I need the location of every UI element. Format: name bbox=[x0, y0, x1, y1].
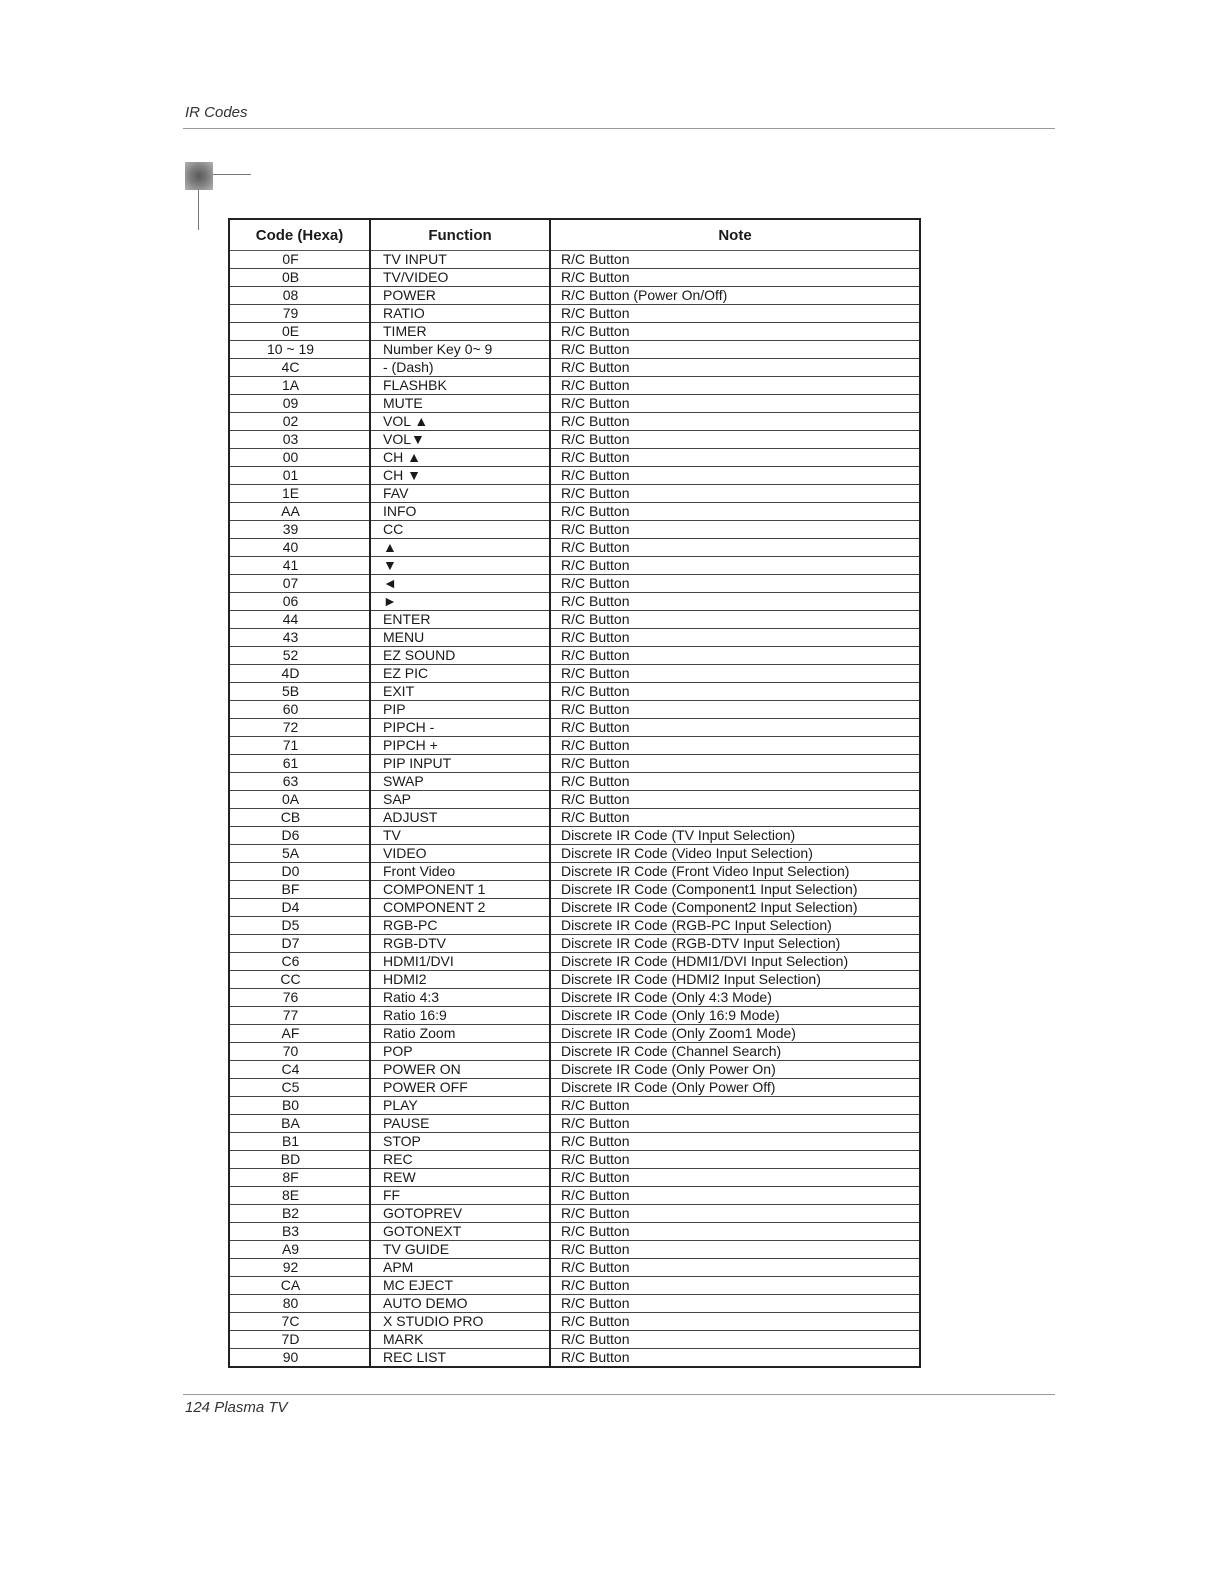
table-row bbox=[229, 1115, 920, 1133]
table-row bbox=[229, 719, 920, 737]
table-row bbox=[229, 287, 920, 305]
function-cell: X STUDIO PRO bbox=[370, 1313, 550, 1331]
table-row bbox=[229, 359, 920, 377]
function-cell: HDMI2 bbox=[370, 971, 550, 989]
code-cell: 5A bbox=[229, 845, 370, 863]
code-cell: D0 bbox=[229, 863, 370, 881]
function-cell: APM bbox=[370, 1259, 550, 1277]
note-cell: R/C Button bbox=[550, 1151, 920, 1169]
table-row bbox=[229, 611, 920, 629]
code-cell: B0 bbox=[229, 1097, 370, 1115]
note-cell: R/C Button bbox=[550, 575, 920, 593]
code-cell: 4D bbox=[229, 665, 370, 683]
code-cell: 79 bbox=[229, 305, 370, 323]
note-cell: Discrete IR Code (RGB-DTV Input Selection) bbox=[550, 935, 920, 953]
table-row bbox=[229, 1277, 920, 1295]
table-header-row bbox=[229, 219, 920, 251]
function-cell: CH ▲ bbox=[370, 449, 550, 467]
note-cell: R/C Button bbox=[550, 737, 920, 755]
note-cell: R/C Button bbox=[550, 1331, 920, 1349]
code-cell: 63 bbox=[229, 773, 370, 791]
table-row bbox=[229, 989, 920, 1007]
code-cell: 90 bbox=[229, 1349, 370, 1368]
table-row bbox=[229, 647, 920, 665]
code-cell: 52 bbox=[229, 647, 370, 665]
note-cell: R/C Button bbox=[550, 1349, 920, 1368]
table-row bbox=[229, 935, 920, 953]
note-cell: Discrete IR Code (Front Video Input Selection) bbox=[550, 863, 920, 881]
table-row bbox=[229, 1295, 920, 1313]
table-row bbox=[229, 305, 920, 323]
note-cell: Discrete IR Code (Component1 Input Selection) bbox=[550, 881, 920, 899]
function-cell: Front Video bbox=[370, 863, 550, 881]
function-cell: PIPCH + bbox=[370, 737, 550, 755]
code-cell: AA bbox=[229, 503, 370, 521]
table-row bbox=[229, 323, 920, 341]
function-cell: TIMER bbox=[370, 323, 550, 341]
function-cell: MUTE bbox=[370, 395, 550, 413]
code-cell: C4 bbox=[229, 1061, 370, 1079]
function-cell: VIDEO bbox=[370, 845, 550, 863]
note-cell: R/C Button bbox=[550, 809, 920, 827]
function-cell: COMPONENT 1 bbox=[370, 881, 550, 899]
function-cell: GOTONEXT bbox=[370, 1223, 550, 1241]
code-cell: B1 bbox=[229, 1133, 370, 1151]
function-cell: GOTOPREV bbox=[370, 1205, 550, 1223]
function-cell: COMPONENT 2 bbox=[370, 899, 550, 917]
code-cell: 41 bbox=[229, 557, 370, 575]
function-cell: MENU bbox=[370, 629, 550, 647]
function-cell: CC bbox=[370, 521, 550, 539]
code-cell: 8E bbox=[229, 1187, 370, 1205]
note-cell: R/C Button bbox=[550, 1205, 920, 1223]
code-cell: 06 bbox=[229, 593, 370, 611]
table-row bbox=[229, 1151, 920, 1169]
code-cell: 4C bbox=[229, 359, 370, 377]
note-cell: R/C Button bbox=[550, 1295, 920, 1313]
note-cell: R/C Button bbox=[550, 395, 920, 413]
column-header-note: Note bbox=[550, 219, 920, 251]
note-cell: R/C Button bbox=[550, 485, 920, 503]
section-title: IR Codes bbox=[185, 104, 248, 121]
function-cell: TV GUIDE bbox=[370, 1241, 550, 1259]
note-cell: R/C Button bbox=[550, 1187, 920, 1205]
code-cell: 8F bbox=[229, 1169, 370, 1187]
function-cell: ADJUST bbox=[370, 809, 550, 827]
note-cell: R/C Button bbox=[550, 521, 920, 539]
table-row bbox=[229, 1313, 920, 1331]
table-row bbox=[229, 557, 920, 575]
table-row bbox=[229, 269, 920, 287]
function-cell: VOL ▲ bbox=[370, 413, 550, 431]
code-cell: 0B bbox=[229, 269, 370, 287]
note-cell: R/C Button bbox=[550, 251, 920, 269]
function-cell: ENTER bbox=[370, 611, 550, 629]
function-cell: RATIO bbox=[370, 305, 550, 323]
table-row bbox=[229, 1349, 920, 1368]
table-row bbox=[229, 431, 920, 449]
code-cell: 77 bbox=[229, 1007, 370, 1025]
function-cell: PIP INPUT bbox=[370, 755, 550, 773]
note-cell: R/C Button bbox=[550, 1223, 920, 1241]
note-cell: R/C Button bbox=[550, 377, 920, 395]
code-cell: 0E bbox=[229, 323, 370, 341]
code-cell: B2 bbox=[229, 1205, 370, 1223]
note-cell: R/C Button bbox=[550, 611, 920, 629]
header-divider bbox=[183, 128, 1055, 129]
function-cell: RGB-DTV bbox=[370, 935, 550, 953]
function-cell: AUTO DEMO bbox=[370, 1295, 550, 1313]
note-cell: R/C Button bbox=[550, 539, 920, 557]
function-cell: INFO bbox=[370, 503, 550, 521]
function-cell: SWAP bbox=[370, 773, 550, 791]
note-cell: R/C Button bbox=[550, 701, 920, 719]
table-row bbox=[229, 1007, 920, 1025]
function-cell: EZ PIC bbox=[370, 665, 550, 683]
code-cell: 03 bbox=[229, 431, 370, 449]
code-cell: D4 bbox=[229, 899, 370, 917]
function-cell: POWER OFF bbox=[370, 1079, 550, 1097]
note-cell: Discrete IR Code (Channel Search) bbox=[550, 1043, 920, 1061]
function-cell: EZ SOUND bbox=[370, 647, 550, 665]
note-cell: R/C Button bbox=[550, 431, 920, 449]
note-cell: Discrete IR Code (HDMI1/DVI Input Selection) bbox=[550, 953, 920, 971]
table-row bbox=[229, 755, 920, 773]
table-row bbox=[229, 863, 920, 881]
column-header-function: Function bbox=[370, 219, 550, 251]
table-row bbox=[229, 791, 920, 809]
table-row bbox=[229, 449, 920, 467]
code-cell: 09 bbox=[229, 395, 370, 413]
table-row bbox=[229, 1259, 920, 1277]
marker-connector-vertical bbox=[198, 190, 199, 230]
code-cell: CB bbox=[229, 809, 370, 827]
function-cell: Ratio Zoom bbox=[370, 1025, 550, 1043]
function-cell: MC EJECT bbox=[370, 1277, 550, 1295]
note-cell: R/C Button bbox=[550, 647, 920, 665]
function-cell: VOL▼ bbox=[370, 431, 550, 449]
note-cell: R/C Button (Power On/Off) bbox=[550, 287, 920, 305]
table-row bbox=[229, 737, 920, 755]
note-cell: R/C Button bbox=[550, 557, 920, 575]
note-cell: R/C Button bbox=[550, 593, 920, 611]
note-cell: R/C Button bbox=[550, 449, 920, 467]
table-row bbox=[229, 413, 920, 431]
table-row bbox=[229, 395, 920, 413]
table-row bbox=[229, 251, 920, 269]
code-cell: 70 bbox=[229, 1043, 370, 1061]
code-cell: 1A bbox=[229, 377, 370, 395]
note-cell: Discrete IR Code (Video Input Selection) bbox=[550, 845, 920, 863]
table-row bbox=[229, 701, 920, 719]
code-cell: 61 bbox=[229, 755, 370, 773]
function-cell: POWER bbox=[370, 287, 550, 305]
function-cell: POWER ON bbox=[370, 1061, 550, 1079]
code-cell: 08 bbox=[229, 287, 370, 305]
note-cell: R/C Button bbox=[550, 1097, 920, 1115]
function-cell: - (Dash) bbox=[370, 359, 550, 377]
column-header-code: Code (Hexa) bbox=[229, 219, 370, 251]
table-row bbox=[229, 917, 920, 935]
note-cell: Discrete IR Code (Only Power On) bbox=[550, 1061, 920, 1079]
function-cell: ◄ bbox=[370, 575, 550, 593]
note-cell: R/C Button bbox=[550, 665, 920, 683]
table-row bbox=[229, 665, 920, 683]
code-cell: 00 bbox=[229, 449, 370, 467]
note-cell: R/C Button bbox=[550, 683, 920, 701]
function-cell: ▲ bbox=[370, 539, 550, 557]
note-cell: R/C Button bbox=[550, 413, 920, 431]
table-row bbox=[229, 773, 920, 791]
code-cell: C5 bbox=[229, 1079, 370, 1097]
code-cell: CA bbox=[229, 1277, 370, 1295]
code-cell: 7D bbox=[229, 1331, 370, 1349]
note-cell: Discrete IR Code (RGB-PC Input Selection) bbox=[550, 917, 920, 935]
note-cell: R/C Button bbox=[550, 773, 920, 791]
table-row bbox=[229, 809, 920, 827]
table-row bbox=[229, 1097, 920, 1115]
function-cell: STOP bbox=[370, 1133, 550, 1151]
function-cell: Ratio 4:3 bbox=[370, 989, 550, 1007]
code-cell: 44 bbox=[229, 611, 370, 629]
function-cell: TV bbox=[370, 827, 550, 845]
function-cell: FF bbox=[370, 1187, 550, 1205]
function-cell: REC LIST bbox=[370, 1349, 550, 1368]
function-cell: SAP bbox=[370, 791, 550, 809]
note-cell: R/C Button bbox=[550, 305, 920, 323]
function-cell: PIP bbox=[370, 701, 550, 719]
function-cell: REC bbox=[370, 1151, 550, 1169]
table-row bbox=[229, 503, 920, 521]
table-row bbox=[229, 1169, 920, 1187]
code-cell: 72 bbox=[229, 719, 370, 737]
note-cell: R/C Button bbox=[550, 359, 920, 377]
function-cell: ► bbox=[370, 593, 550, 611]
code-cell: 02 bbox=[229, 413, 370, 431]
note-cell: Discrete IR Code (Only Power Off) bbox=[550, 1079, 920, 1097]
table-row bbox=[229, 1187, 920, 1205]
code-cell: D5 bbox=[229, 917, 370, 935]
function-cell: RGB-PC bbox=[370, 917, 550, 935]
function-cell: MARK bbox=[370, 1331, 550, 1349]
table-row bbox=[229, 827, 920, 845]
note-cell: R/C Button bbox=[550, 755, 920, 773]
code-cell: BA bbox=[229, 1115, 370, 1133]
footer-divider bbox=[183, 1394, 1055, 1395]
code-cell: 5B bbox=[229, 683, 370, 701]
note-cell: Discrete IR Code (Only Zoom1 Mode) bbox=[550, 1025, 920, 1043]
code-cell: 71 bbox=[229, 737, 370, 755]
code-cell: 92 bbox=[229, 1259, 370, 1277]
page-footer: 124 Plasma TV bbox=[185, 1399, 288, 1416]
code-cell: 39 bbox=[229, 521, 370, 539]
section-marker-icon bbox=[185, 162, 213, 190]
table-row bbox=[229, 629, 920, 647]
table-row bbox=[229, 1025, 920, 1043]
code-cell: 7C bbox=[229, 1313, 370, 1331]
function-cell: Number Key 0~ 9 bbox=[370, 341, 550, 359]
table-row bbox=[229, 1061, 920, 1079]
note-cell: R/C Button bbox=[550, 503, 920, 521]
note-cell: R/C Button bbox=[550, 1169, 920, 1187]
table-row bbox=[229, 1043, 920, 1061]
table-row bbox=[229, 1223, 920, 1241]
code-cell: C6 bbox=[229, 953, 370, 971]
table-row bbox=[229, 467, 920, 485]
note-cell: R/C Button bbox=[550, 629, 920, 647]
table-row bbox=[229, 575, 920, 593]
note-cell: R/C Button bbox=[550, 719, 920, 737]
table-row bbox=[229, 1241, 920, 1259]
marker-connector bbox=[213, 174, 251, 175]
function-cell: FLASHBK bbox=[370, 377, 550, 395]
note-cell: Discrete IR Code (TV Input Selection) bbox=[550, 827, 920, 845]
note-cell: Discrete IR Code (Only 16:9 Mode) bbox=[550, 1007, 920, 1025]
table-row bbox=[229, 539, 920, 557]
ir-codes-table bbox=[228, 218, 921, 1368]
table-row bbox=[229, 593, 920, 611]
function-cell: PLAY bbox=[370, 1097, 550, 1115]
function-cell: PIPCH - bbox=[370, 719, 550, 737]
code-cell: 07 bbox=[229, 575, 370, 593]
note-cell: R/C Button bbox=[550, 1313, 920, 1331]
code-cell: 60 bbox=[229, 701, 370, 719]
code-cell: D6 bbox=[229, 827, 370, 845]
table-row bbox=[229, 1331, 920, 1349]
code-cell: BD bbox=[229, 1151, 370, 1169]
code-cell: B3 bbox=[229, 1223, 370, 1241]
function-cell: PAUSE bbox=[370, 1115, 550, 1133]
note-cell: Discrete IR Code (Only 4:3 Mode) bbox=[550, 989, 920, 1007]
code-cell: BF bbox=[229, 881, 370, 899]
table-row bbox=[229, 899, 920, 917]
function-cell: FAV bbox=[370, 485, 550, 503]
table-row bbox=[229, 1133, 920, 1151]
function-cell: CH ▼ bbox=[370, 467, 550, 485]
code-cell: A9 bbox=[229, 1241, 370, 1259]
table-row bbox=[229, 1205, 920, 1223]
table-row bbox=[229, 953, 920, 971]
note-cell: R/C Button bbox=[550, 791, 920, 809]
code-cell: CC bbox=[229, 971, 370, 989]
code-cell: 76 bbox=[229, 989, 370, 1007]
table-row bbox=[229, 971, 920, 989]
note-cell: R/C Button bbox=[550, 1115, 920, 1133]
code-cell: 80 bbox=[229, 1295, 370, 1313]
table-row bbox=[229, 845, 920, 863]
note-cell: R/C Button bbox=[550, 1277, 920, 1295]
table-row bbox=[229, 683, 920, 701]
code-cell: D7 bbox=[229, 935, 370, 953]
table-row bbox=[229, 521, 920, 539]
note-cell: R/C Button bbox=[550, 1241, 920, 1259]
function-cell: HDMI1/DVI bbox=[370, 953, 550, 971]
note-cell: Discrete IR Code (Component2 Input Selection) bbox=[550, 899, 920, 917]
function-cell: TV INPUT bbox=[370, 251, 550, 269]
note-cell: R/C Button bbox=[550, 341, 920, 359]
note-cell: R/C Button bbox=[550, 1133, 920, 1151]
code-cell: AF bbox=[229, 1025, 370, 1043]
table-row bbox=[229, 341, 920, 359]
note-cell: R/C Button bbox=[550, 467, 920, 485]
table-row bbox=[229, 377, 920, 395]
function-cell: ▼ bbox=[370, 557, 550, 575]
note-cell: R/C Button bbox=[550, 269, 920, 287]
table-row bbox=[229, 1079, 920, 1097]
table-row bbox=[229, 485, 920, 503]
table-row bbox=[229, 881, 920, 899]
note-cell: Discrete IR Code (HDMI2 Input Selection) bbox=[550, 971, 920, 989]
note-cell: R/C Button bbox=[550, 1259, 920, 1277]
code-cell: 1E bbox=[229, 485, 370, 503]
function-cell: REW bbox=[370, 1169, 550, 1187]
function-cell: POP bbox=[370, 1043, 550, 1061]
code-cell: 40 bbox=[229, 539, 370, 557]
code-cell: 0A bbox=[229, 791, 370, 809]
table-body bbox=[229, 251, 920, 1368]
function-cell: EXIT bbox=[370, 683, 550, 701]
code-cell: 01 bbox=[229, 467, 370, 485]
code-cell: 10 ~ 19 bbox=[229, 341, 370, 359]
code-cell: 43 bbox=[229, 629, 370, 647]
function-cell: Ratio 16:9 bbox=[370, 1007, 550, 1025]
function-cell: TV/VIDEO bbox=[370, 269, 550, 287]
note-cell: R/C Button bbox=[550, 323, 920, 341]
code-cell: 0F bbox=[229, 251, 370, 269]
